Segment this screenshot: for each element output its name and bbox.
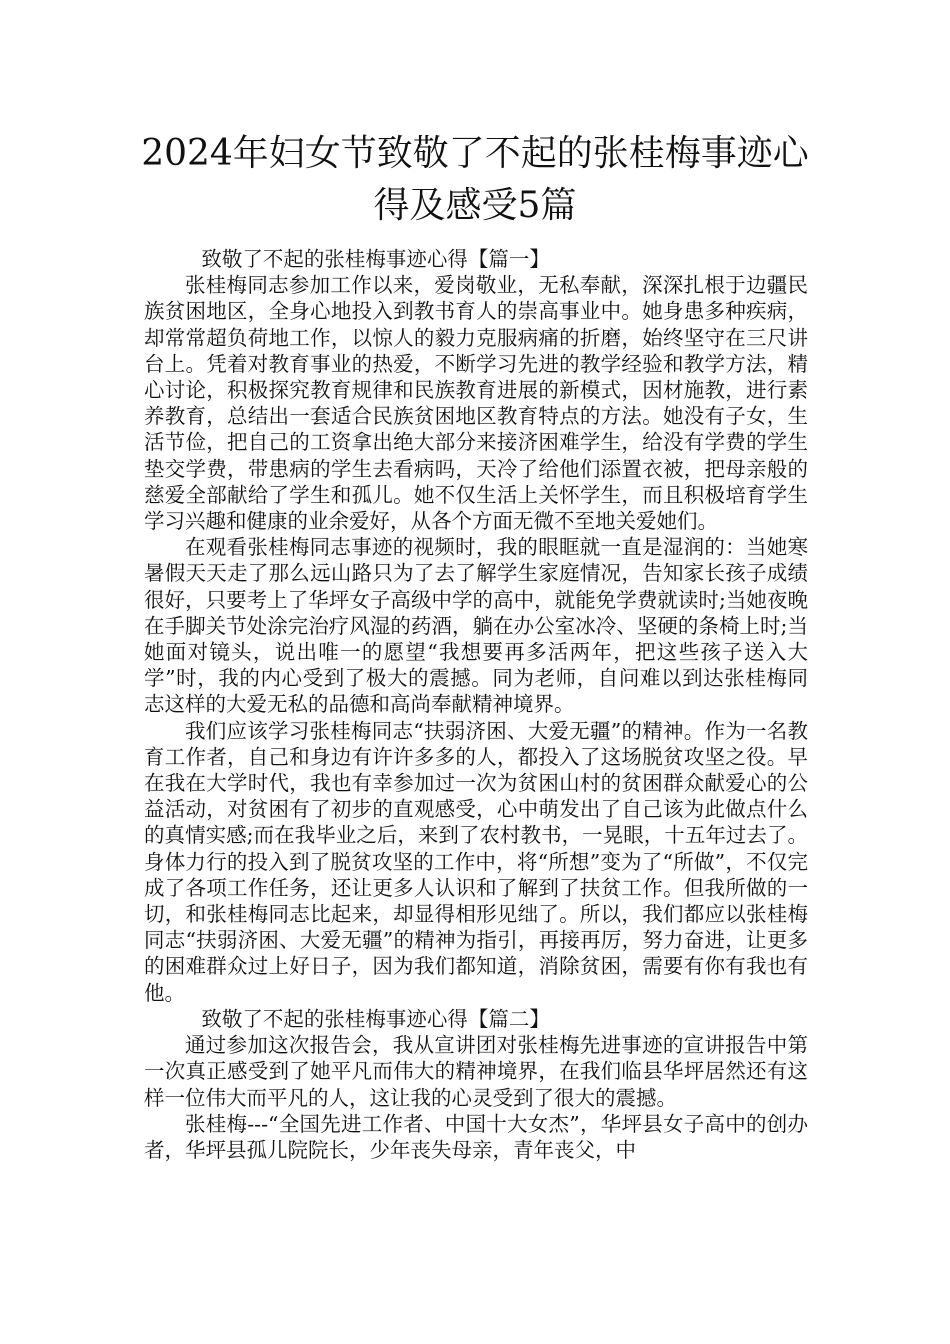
section-heading-1: 致敬了不起的张桂梅事迹心得【篇一】 [201, 247, 550, 271]
section-heading-2: 致敬了不起的张桂梅事迹心得【篇二】 [201, 1006, 550, 1031]
paragraph-3: 我们应该学习张桂梅同志“扶弱济困、大爱无疆”的精神。作为一名教育工作者，自己和身边有许许多多的人，都投入了这场脱贫攻坚之役。早在我在大学时代，我也有幸参加过一次为贫困山村的贫困群众献爱心的公益活动，对贫困有了初步的直观感受，心中萌发出了自己该为此做点什么的真情实感;而在我毕业之后，来到了农村教书，一晃眼，十五年过去了。身体力行的投入到了脱贫攻坚的工作中，将“所想”变为了“所做”，不仅完成了各项工作任务，还让更多人认识和了解到了扶贫工作。但我所做的一切，和张桂梅同志比起来，却显得相形见绌了。所以，我们都应以张桂梅同志“扶弱济困、大爱无疆”的精神为指引，再接再厉，努力奋进，让更多的困难群众过上好日子，因为我们都知道，消除贫困，需要有你有我也有他。 [144, 718, 808, 1005]
document-title: 2024年妇女节致敬了不起的张桂梅事迹心得及感受5篇 [141, 133, 809, 226]
paragraph-1: 张桂梅同志参加工作以来，爱岗敬业，无私奉献，深深扎根于边疆民族贫困地区，全身心地投入到教书育人的崇高事业中。她身患多种疾病，却常常超负荷地工作，以惊人的毅力克服病痛的折磨，始终坚守在三尺讲台上。凭着对教育事业的热爱，不断学习先进的教学经验和教学方法，精心讨论，积极探究教育规律和民族教育进展的新模式，因材施教，进行素养教育，总结出一套适合民族贫困地区教育特点的方法。她没有子女，生活节俭，把自己的工资拿出绝大部分来接济困难学生，给没有学费的学生垫交学费，带患病的学生去看病吗，天冷了给他们添置衣被，把母亲般的慈爱全部献给了学生和孤儿。她不仅生活上关怀学生，而且积极培育学生学习兴趣和健康的业余爱好，从各个方面无微不至地关爱她们。 [144, 273, 808, 534]
document-body [144, 246, 808, 1163]
paragraph-4: 通过参加这次报告会，我从宣讲团对张桂梅先进事迹的宣讲报告中第一次真正感受到了她平凡而伟大的精神境界，在我们临县华坪居然还有这样一位伟大而平凡的人，这让我的心灵受到了很大的震撼。 [144, 1033, 808, 1110]
paragraph-5: 张桂梅---“全国先进工作者、中国十大女杰”，华坪县女子高中的创办者，华坪县孤儿院院长，少年丧失母亲，青年丧父，中 [144, 1111, 808, 1162]
paragraph-2: 在观看张桂梅同志事迹的视频时，我的眼眶就一直是湿润的：当她寒暑假天天走了那么远山路只为了去了解学生家庭情况，告知家长孩子成绩很好，只要考上了华坪女子高级中学的高中，就能免学费就读时;当她夜晚在手脚关节处涂完治疗风湿的药酒，躺在办公室冰冷、坚硬的条椅上时;当她面对镜头，说出唯一的愿望“我想要再多活两年，把这些孩子送入大学”时，我的内心受到了极大的震撼。同为老师，自问难以到达张桂梅同志这样的大爱无私的品德和高尚奉献精神境界。 [144, 535, 808, 717]
